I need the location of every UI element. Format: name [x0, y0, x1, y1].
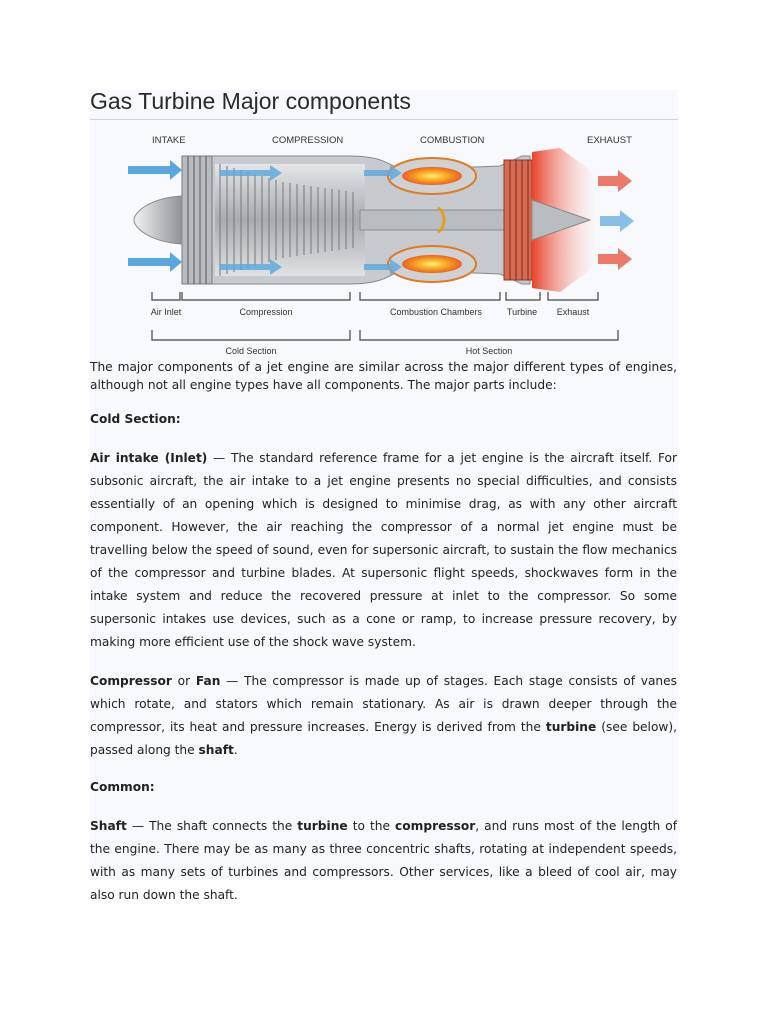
article-body: [90, 358, 677, 907]
shaft-text: — The shaft connects the: [126, 819, 298, 833]
label-exhaust: EXHAUST: [587, 135, 632, 146]
cold-section-label: Cold Section: [225, 346, 277, 356]
section-brackets: [152, 330, 618, 340]
bracket-exhaust: Exhaust: [556, 307, 590, 317]
shaft-compressor-term: compressor: [395, 819, 476, 833]
air-intake-text: — The standard reference frame for a jet engine is the aircraft itself. For subsonic aircraft, the air intake to a jet engine presents no special difficulties, and consists essentially of an opening which is designed to minimise drag, as with any other aircraft component. However, the air reaching the compressor of a normal jet engine must be travelling below the speed of sound, even for supersonic aircraft, to sustain the flow mechanics of the compressor and turbine blades. At supersonic flight speeds, shockwaves form in the intake system and reduce the recovered pressure at inlet to the compressor. So some supersonic intakes use devices, such as a cone or ramp, to increase pressure recovery, by making more efficient use of the shock wave system.: [90, 451, 677, 649]
engine-casing: [134, 148, 598, 292]
intro-paragraph: The major components of a jet engine are similar across the major different types of engines, although not all engine types have all components. The major parts include:: [90, 360, 677, 392]
compressor-text-2: (see below), passed along the: [90, 720, 677, 757]
bracket-combustion-chambers: Combustion Chambers: [389, 307, 483, 317]
shaft-text-3: , and runs most of the length of the engine. There may be as many as three concentric shafts, rotating at independent speeds, with as many sets of turbines and compressors. Other services, like a bleed of cool air, may also run down the shaft.: [90, 819, 678, 902]
compressor-text-3: .: [233, 743, 238, 757]
air-intake-term: Air intake (Inlet): [90, 451, 208, 465]
shaft-paragraph: [90, 815, 677, 907]
hot-section-label: Hot Section: [465, 346, 513, 356]
label-intake: INTAKE: [152, 135, 186, 146]
jet-engine-diagram: [120, 126, 640, 362]
shaft-term: Shaft: [90, 819, 127, 833]
bracket-turbine: Turbine: [506, 307, 538, 317]
compressor-or: or: [171, 674, 196, 688]
fan-term: Fan: [195, 674, 221, 688]
bracket-air-inlet: Air Inlet: [150, 307, 182, 317]
compressor-paragraph: [90, 670, 677, 762]
shaft-turbine-term: turbine: [297, 819, 348, 833]
cold-section-heading: Cold Section:: [90, 412, 181, 426]
compressor-text: — The compressor is made up of stages. Each stage consists of vanes which rotate, and stators which remain stationary. As air is drawn deeper through the compressor, its heat and pressure increases. Energy is derived from the: [90, 674, 678, 734]
compressor-shaft-term: shaft: [198, 743, 234, 757]
common-heading: Common:: [90, 780, 155, 794]
label-compression: COMPRESSION: [272, 135, 344, 146]
shaft-text-2: to the: [347, 819, 396, 833]
page-title: Gas Turbine Major components: [90, 88, 678, 120]
bracket-compression: Compression: [239, 307, 293, 317]
compressor-term: Compressor: [90, 674, 172, 688]
component-brackets: [152, 292, 598, 300]
compressor-turbine-term: turbine: [545, 720, 597, 734]
label-combustion: COMBUSTION: [420, 135, 485, 146]
air-intake-paragraph: [90, 447, 677, 654]
